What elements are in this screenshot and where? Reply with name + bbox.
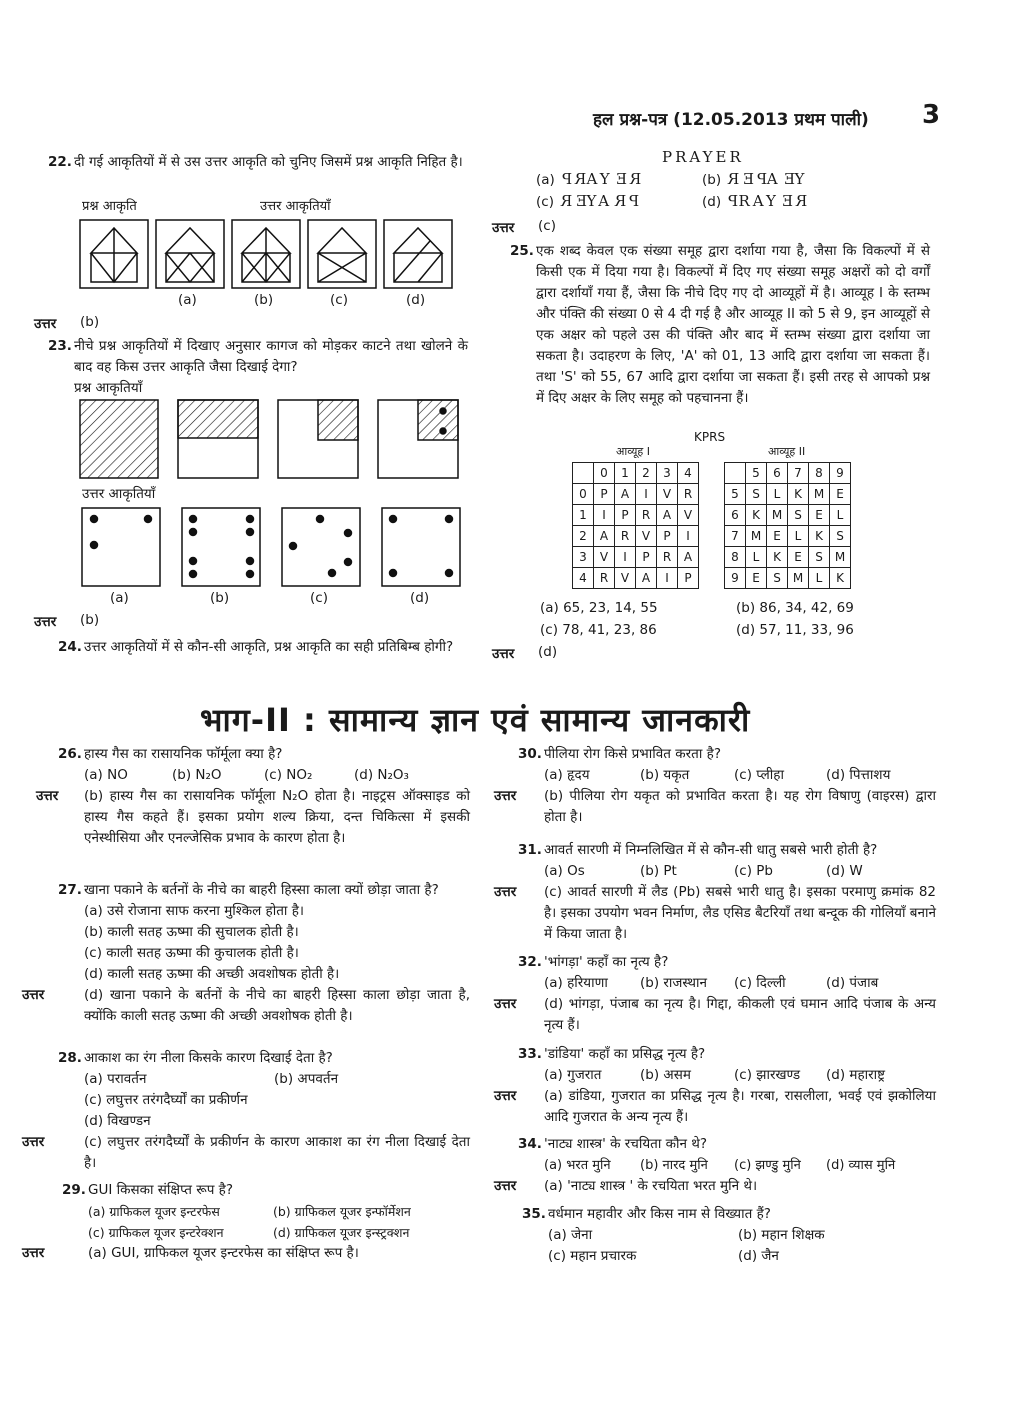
matrix-cell: R — [594, 568, 615, 589]
page-number: 3 — [922, 100, 941, 130]
question-34 — [494, 1134, 936, 1197]
option: (a) जेना — [548, 1227, 593, 1243]
letter: Y — [794, 170, 808, 188]
mirror-word — [725, 192, 807, 210]
mirror-word — [559, 170, 641, 188]
matrix-cell: P — [594, 484, 615, 505]
option: (d) व्यास मुनि — [826, 1158, 896, 1173]
matrix-cell: V — [594, 547, 615, 568]
fig-label-c: (c) — [310, 590, 328, 606]
question-text: उत्तर आकृतियों में से कौन-सी आकृति, प्रश्न आकृति का सही प्रतिबिम्ब होगी? — [84, 639, 454, 655]
matrix-cell: S — [767, 568, 788, 589]
matrix-cell: E — [830, 484, 851, 505]
matrix-cell: S — [830, 526, 851, 547]
answer-label: उत्तर — [34, 614, 57, 630]
matrix-cell: S — [746, 484, 767, 505]
question-text: 'भांगड़ा' कहाँ का नृत्य है? — [544, 954, 669, 970]
option-label: (b) — [702, 172, 722, 188]
option: (b) राजस्थान — [640, 975, 708, 991]
matrix-cell: 0 — [573, 484, 594, 505]
matrix-cell: I — [615, 547, 636, 568]
matrix-cell: 2 — [573, 526, 594, 547]
matrix-cell: M — [809, 484, 830, 505]
answer-label: उत्तर — [22, 1245, 45, 1261]
question-24 — [58, 637, 468, 658]
matrix-row — [725, 547, 851, 568]
question-text: हास्य गैस का रासायनिक फॉर्मूला क्या है? — [84, 746, 283, 762]
matrix-cell: V — [636, 526, 657, 547]
q22-option-c — [308, 220, 376, 288]
q22-option-d — [384, 220, 452, 288]
question-28 — [22, 1048, 470, 1174]
option: (c) ग्राफिकल यूजर इन्टरेक्शन — [88, 1225, 224, 1240]
question-text: GUI किसका संक्षिप्त रूप है? — [88, 1182, 233, 1198]
answer-label: उत्तर — [494, 1178, 517, 1194]
mirror-word — [558, 192, 639, 210]
option: (b) Pt — [640, 863, 677, 879]
matrix-cell: 9 — [725, 568, 746, 589]
q22-option-a — [156, 220, 224, 288]
q25-option-c: (c) 78, 41, 23, 86 — [540, 622, 657, 638]
answer-text: (c) आवर्त सारणी में लैड (Pb) सबसे भारी धातु है। इसका परमाणु क्रमांक 82 है। इसका उपयोग भवन निर्माण, लैड एसिड बैटरियाँ तथा बन्दूक की गोलियाँ बनाने में किया जाता है। — [544, 884, 936, 942]
question-number: 25. — [510, 243, 534, 259]
option: (a) हरियाणा — [544, 975, 608, 991]
question-figure-label: प्रश्न आकृति — [82, 199, 137, 214]
letter: R — [558, 192, 573, 210]
matrix-cell: I — [636, 484, 657, 505]
option: (d) काली सतह ऊष्मा की अच्छी अवशोषक होती है। — [84, 966, 340, 982]
q22-question-figure — [80, 220, 148, 288]
option: (a) भरत मुनि — [544, 1158, 611, 1173]
matrix-cell: E — [809, 505, 830, 526]
answer-label: उत्तर — [22, 987, 45, 1003]
question-number: 23. — [48, 338, 72, 354]
matrix-cell: L — [830, 505, 851, 526]
option: (a) NO — [84, 767, 128, 783]
question-number: 35. — [522, 1206, 546, 1222]
fold-step-3 — [278, 400, 358, 478]
answer-label: उत्तर — [494, 788, 517, 804]
matrix-cell: M — [788, 568, 809, 589]
q24-answer: (c) — [538, 218, 556, 234]
letter: A — [766, 170, 781, 188]
answer-text: (d) भांगड़ा, पंजाब का नृत्य है। गिद्दा, कीकली एवं घमान आदि पंजाब के अन्य नृत्य हैं। — [544, 996, 936, 1033]
letter: A — [586, 170, 600, 188]
matrix-cell: K — [788, 484, 809, 505]
matrix-cell: E — [788, 547, 809, 568]
matrix-cell: 4 — [573, 568, 594, 589]
letter: E — [778, 192, 793, 210]
fig-label-d: (d) — [410, 590, 430, 606]
answer-label: उत्तर — [22, 1134, 45, 1150]
question-31 — [494, 840, 936, 945]
option-label: (d) — [702, 194, 722, 210]
matrix-cell: I — [678, 526, 699, 547]
answer-label: उत्तर — [494, 1088, 517, 1104]
option: (c) महान प्रचारक — [548, 1248, 637, 1264]
option: (b) ग्राफिकल यूजर इन्फॉर्मेशन — [273, 1204, 411, 1219]
matrix-row — [573, 505, 699, 526]
q24-option-b — [702, 170, 807, 188]
matrix-header-cell — [725, 463, 746, 484]
answer-label: उत्तर — [492, 220, 515, 236]
option: (c) लघुत्तर तरंगदैर्घ्यों का प्रकीर्णन — [84, 1092, 248, 1108]
fig-label-d: (d) — [406, 292, 426, 308]
option: (d) N₂O₃ — [354, 767, 409, 783]
matrix-header-row — [725, 463, 851, 484]
matrix-row — [725, 484, 851, 505]
matrix-cell: S — [809, 547, 830, 568]
question-32 — [494, 952, 936, 1036]
q25-option-b: (b) 86, 34, 42, 69 — [736, 600, 854, 616]
option: (d) ग्राफिकल यूजर इन्स्ट्रक्शन — [273, 1225, 410, 1240]
letter: A — [752, 192, 767, 210]
answer-figures-label: उत्तर आकृतियाँ — [260, 199, 331, 214]
q25-option-a: (a) 65, 23, 14, 55 — [540, 600, 658, 616]
q24-word: PRAYER — [662, 148, 744, 166]
matrix-cell: V — [615, 568, 636, 589]
option: (d) पंजाब — [826, 975, 879, 991]
fig-label-a: (a) — [178, 292, 197, 308]
option: (b) अपवर्तन — [274, 1071, 339, 1087]
question-text: दी गई आकृतियों में से उस उत्तर आकृति को चुनिए जिसमें प्रश्न आकृति निहित है। — [74, 154, 463, 170]
q22-figures — [78, 218, 458, 292]
option: (a) Os — [544, 863, 585, 879]
question-text: खाना पकाने के बर्तनों के नीचे का बाहरी हिस्सा काला क्यों छोड़ा जाता है? — [84, 882, 439, 898]
letter: E — [572, 192, 587, 210]
answer-text: (c) लघुत्तर तरंगदैर्घ्यों के प्रकीर्णन के कारण आकाश का रंग नीला दिखाई देता है। — [84, 1134, 470, 1171]
matrix-cell: R — [657, 547, 678, 568]
question-30 — [494, 744, 936, 828]
option: (a) गुजरात — [544, 1067, 602, 1083]
question-26 — [36, 744, 470, 849]
letter: E — [612, 170, 627, 188]
option: (d) W — [826, 863, 863, 879]
question-figures-label: प्रश्न आकृतियाँ — [74, 380, 143, 396]
question-text: नीचे प्रश्न आकृतियों में दिखाए अनुसार कागज को मोड़कर काटने तथा खोलने के बाद वह किस उत्तर आकृति जैसा दिखाई देगा? — [74, 338, 468, 375]
matrix-cell: M — [746, 526, 767, 547]
matrix-cell: R — [615, 526, 636, 547]
letter: P — [626, 192, 640, 210]
matrix-cell: 5 — [725, 484, 746, 505]
question-text: आकाश का रंग नीला किसके कारण दिखाई देता है? — [84, 1050, 333, 1066]
matrix-1-label: आव्यूह I — [616, 445, 650, 458]
letter: R — [792, 192, 808, 210]
matrix-header-cell: 7 — [788, 463, 809, 484]
matrix-cell: A — [657, 505, 678, 526]
matrix-cell: K — [830, 568, 851, 589]
matrix-cell: I — [594, 505, 615, 526]
matrix-header-row — [573, 463, 699, 484]
letter: A — [598, 192, 613, 210]
letter: E — [739, 170, 754, 188]
letter: Y — [586, 192, 599, 210]
option: (c) Pb — [734, 863, 773, 879]
matrix-cell: K — [809, 526, 830, 547]
q23-option-d — [382, 508, 460, 586]
matrix-cell: V — [657, 484, 678, 505]
letter: Y — [766, 192, 779, 210]
question-number: 24. — [58, 639, 82, 655]
answer-label: उत्तर — [34, 316, 57, 332]
letter: R — [626, 170, 641, 188]
matrix-cell: I — [657, 568, 678, 589]
matrix-cell: S — [788, 505, 809, 526]
question-text: 'डांडिया' कहाँ का प्रसिद्ध नृत्य है? — [544, 1046, 706, 1062]
q23-option-c — [282, 508, 360, 586]
option: (b) यकृत — [640, 767, 690, 783]
question-23 — [48, 336, 468, 399]
page-header-title: हल प्रश्न-पत्र (12.05.2013 प्रथम पाली) — [593, 110, 869, 130]
question-number: 26. — [58, 746, 82, 762]
question-text: आवर्त सारणी में निम्नलिखित में से कौन-सी धातु सबसे भारी होती है? — [544, 842, 878, 858]
matrix-row — [573, 568, 699, 589]
option: (a) ग्राफिकल यूजर इन्टरफेस — [88, 1204, 220, 1219]
question-number: 32. — [518, 954, 542, 970]
mirror-word — [725, 170, 807, 188]
matrix-header-cell: 4 — [678, 463, 699, 484]
question-number: 30. — [518, 746, 542, 762]
matrix-header-cell: 1 — [615, 463, 636, 484]
matrix-cell: R — [678, 484, 699, 505]
option: (b) असम — [640, 1067, 691, 1083]
question-29 — [22, 1180, 472, 1264]
fold-step-2 — [178, 400, 258, 478]
option: (c) दिल्ली — [734, 975, 786, 991]
matrix-cell: P — [636, 547, 657, 568]
option: (d) पित्ताशय — [826, 767, 891, 783]
answer-text: (a) डांडिया, गुजरात का प्रसिद्ध नृत्य है। गरबा, रासलीला, भवई एवं झकोलिया आदि गुजरात के अन्य नृत्य हैं। — [544, 1088, 936, 1125]
q22-answer: (b) — [80, 314, 100, 330]
answer-label: उत्तर — [494, 996, 517, 1012]
matrix-header-cell: 3 — [657, 463, 678, 484]
option: (a) उसे रोजाना साफ करना मुश्किल होता है। — [84, 903, 304, 919]
q23-option-b — [182, 508, 260, 586]
matrix-row — [725, 505, 851, 526]
fig-label-a: (a) — [110, 590, 129, 606]
q25-word: KPRS — [694, 430, 726, 444]
matrix-2 — [724, 462, 851, 589]
q23-answer-figures — [80, 506, 462, 590]
fold-step-1 — [80, 400, 158, 478]
matrix-cell: V — [678, 505, 699, 526]
option: (c) काली सतह ऊष्मा की कुचालक होती है। — [84, 945, 299, 961]
matrix-cell: A — [594, 526, 615, 547]
matrix-row — [573, 484, 699, 505]
question-number: 31. — [518, 842, 542, 858]
matrix-cell: 1 — [573, 505, 594, 526]
question-number: 29. — [62, 1182, 86, 1198]
q23-question-figures — [78, 398, 460, 482]
question-text: पीलिया रोग किसे प्रभावित करता है? — [544, 746, 721, 762]
answer-label: उत्तर — [492, 646, 515, 662]
fig-label-c: (c) — [330, 292, 348, 308]
matrix-cell: E — [746, 568, 767, 589]
answer-text: (b) हास्य गैस का रासायनिक फॉर्मूला N₂O होता है। नाइट्रस ऑक्साइड को हास्य गैस कहते हैं। इसका प्रयोग शल्य क्रिया, दन्त चिकित्सा में इसकी एनेस्थीसिया और एनल्जेसिक प्रभाव के कारण होता है। — [84, 788, 470, 846]
q24-option-d — [702, 192, 807, 210]
question-text: एक शब्द केवल एक संख्या समूह द्वारा दर्शाया गया है, जैसा कि विकल्पों में से किसी एक में दिया गया है। विकल्पों में दिए गए संख्या समूह अक्षरों को दो वर्गों द्वारा दर्शायाँ गया हैं, जैसा कि नीचे दिए गए दो आव्यूहों में है। आव्यूह I के स्तम्भ और पंक्ति की संख्या 0 से 4 दी गई है और आव्यूह II को 5 से 9, इन आव्यूहों से एक अक्षर को पहले उस की पंक्ति और बाद में स्तम्भ संख्या द्वारा दर्शाया जा सकता है। उदाहरण के लिए, 'A' को 01, 13 आदि द्वारा दर्शाया जा सकता हैं। तथा 'S' को 55, 67 आदि द्वारा दर्शाया जा सकता हैं। इसी तरह से आपको प्रश्न में दिए अक्षर के लिए समूह को पहचानना हैं। — [536, 243, 930, 406]
fig-label-b: (b) — [254, 292, 274, 308]
option: (b) नारद मुनि — [640, 1158, 708, 1173]
matrix-row — [573, 547, 699, 568]
question-text: वर्धमान महावीर और किस नाम से विख्यात हैं? — [548, 1206, 771, 1222]
matrix-cell: E — [767, 526, 788, 547]
letter: P — [725, 192, 739, 210]
fig-label-b: (b) — [210, 590, 230, 606]
matrix-cell: A — [678, 547, 699, 568]
option: (c) झण्डु मुनि — [734, 1158, 801, 1173]
q24-option-a — [536, 170, 641, 188]
question-22 — [48, 152, 468, 173]
letter: R — [725, 170, 740, 188]
answer-text: (b) पीलिया रोग यकृत को प्रभावित करता है। यह रोग विषाणु (वाइरस) द्वारा होता है। — [544, 788, 936, 825]
option: (c) झारखण्ड — [734, 1067, 801, 1083]
q24-option-c — [536, 192, 640, 210]
question-33 — [494, 1044, 936, 1128]
matrix-header-cell: 8 — [809, 463, 830, 484]
matrix-header-cell: 9 — [830, 463, 851, 484]
q25-answer: (d) — [538, 644, 558, 660]
fold-step-4 — [378, 400, 458, 478]
section-title: भाग-II : सामान्य ज्ञान एवं सामान्य जानकारी — [200, 701, 751, 739]
question-number: 28. — [58, 1050, 82, 1066]
matrix-cell: M — [767, 505, 788, 526]
question-27 — [22, 880, 470, 1027]
answer-label: उत्तर — [36, 788, 59, 804]
question-number: 22. — [48, 154, 72, 170]
matrix-cell: K — [767, 547, 788, 568]
matrix-cell: L — [788, 526, 809, 547]
answer-text: (d) खाना पकाने के बर्तनों के नीचे का बाहरी हिस्सा काला छोड़ा जाता है, क्योंकि काली सतह ऊष्मा की अच्छी अवशोषक होती है। — [84, 987, 470, 1024]
matrix-cell: L — [767, 484, 788, 505]
matrix-2-label: आव्यूह II — [768, 445, 806, 458]
matrix-cell: 8 — [725, 547, 746, 568]
matrix-cell: A — [636, 568, 657, 589]
matrix-cell: 3 — [573, 547, 594, 568]
option: (d) महाराष्ट्र — [826, 1067, 886, 1083]
matrix-header-cell: 2 — [636, 463, 657, 484]
option: (a) परावर्तन — [84, 1071, 147, 1087]
q25-option-d: (d) 57, 11, 33, 96 — [736, 622, 854, 638]
matrix-cell: 7 — [725, 526, 746, 547]
matrix-cell: P — [678, 568, 699, 589]
q23-answer: (b) — [80, 612, 100, 628]
matrix-cell: P — [657, 526, 678, 547]
question-25 — [510, 241, 930, 409]
matrix-header-cell — [573, 463, 594, 484]
matrix-cell: M — [830, 547, 851, 568]
letter: R — [572, 170, 587, 188]
matrix-cell: L — [746, 547, 767, 568]
letter: P — [753, 170, 767, 188]
answer-label: उत्तर — [494, 884, 517, 900]
matrix-cell: K — [746, 505, 767, 526]
question-text: 'नाट्य शास्त्र' के रचयिता कौन थे? — [544, 1136, 708, 1152]
option-label: (a) — [536, 172, 555, 188]
matrix-header-cell: 0 — [594, 463, 615, 484]
question-number: 34. — [518, 1136, 542, 1152]
option: (b) N₂O — [172, 767, 222, 783]
option: (a) हृदय — [544, 767, 590, 783]
matrix-cell: R — [636, 505, 657, 526]
letter: R — [612, 192, 627, 210]
letter: P — [559, 170, 573, 188]
letter: Y — [599, 170, 613, 188]
matrix-row — [725, 526, 851, 547]
option: (b) महान शिक्षक — [738, 1227, 825, 1243]
answer-text: (a) 'नाट्य शास्त्र ' के रचयिता भरत मुनि थे। — [544, 1178, 758, 1194]
option: (b) काली सतह ऊष्मा की सुचालक होती है। — [84, 924, 299, 940]
question-number: 27. — [58, 882, 82, 898]
question-number: 33. — [518, 1046, 542, 1062]
matrix-cell: A — [615, 484, 636, 505]
option: (d) जैन — [738, 1248, 779, 1264]
option: (c) प्लीहा — [734, 767, 784, 783]
matrix-row — [725, 568, 851, 589]
question-35 — [522, 1204, 936, 1267]
matrix-cell: L — [809, 568, 830, 589]
matrix-row — [573, 526, 699, 547]
matrix-header-cell: 6 — [767, 463, 788, 484]
matrix-cell: 6 — [725, 505, 746, 526]
q22-option-b — [232, 220, 300, 288]
option-label: (c) — [536, 194, 554, 210]
matrix-header-cell: 5 — [746, 463, 767, 484]
letter: R — [738, 192, 753, 210]
answer-figures-label: उत्तर आकृतियाँ — [82, 486, 156, 502]
matrix-cell: P — [615, 505, 636, 526]
answer-text: (a) GUI, ग्राफिकल यूजर इन्टरफेस का संक्षिप्त रूप है। — [88, 1245, 359, 1261]
option: (c) NO₂ — [264, 767, 313, 783]
option: (d) विखण्डन — [84, 1113, 151, 1129]
letter: E — [780, 170, 795, 188]
matrix-1 — [572, 462, 699, 589]
q23-option-a — [82, 508, 160, 586]
